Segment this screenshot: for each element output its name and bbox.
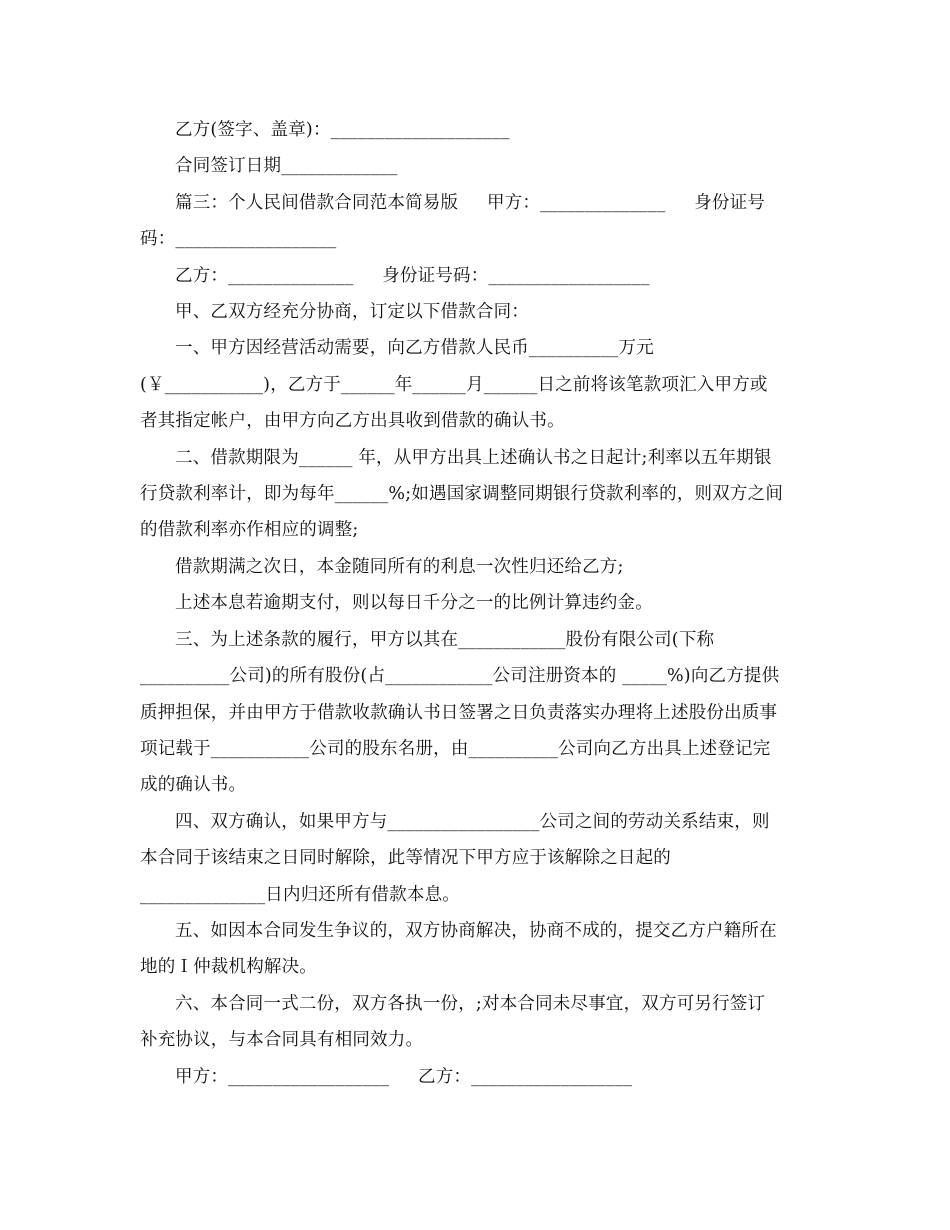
clause-2-line-2: 行贷款利率计，即为每年______%;如遇国家调整同期银行贷款利率的，则双方之间 xyxy=(140,484,784,505)
contract-body xyxy=(140,112,810,1095)
clause-5-line-2: 地的Ｉ仲裁机构解决。 xyxy=(140,957,317,978)
clause-5-line-1: 五、如因本合同发生争议的，双方协商解决，协商不成的，提交乙方户籍所在 xyxy=(175,920,777,941)
clause-1-line-3: 者其指定帐户，由甲方向乙方出具收到借款的确认书。 xyxy=(140,411,565,432)
clause-3-line-3: 质押担保，并由甲方于借款收款确认书日签署之日负责落实办理将上述股份出质事 xyxy=(140,702,778,723)
clause-2-line-3: 的借款利率亦作相应的调整; xyxy=(140,520,359,541)
agreement-intro-line: 甲、乙双方经充分协商，订定以下借款合同： xyxy=(175,302,529,323)
party-b-signature-line: 乙方(签字、盖章)：____________________ xyxy=(175,120,510,140)
clause-4-line-1: 四、双方确认，如果甲方与_________________公司之间的劳动关系结束，则 xyxy=(175,811,770,832)
clause-3-line-2: __________公司)的所有股份(占____________公司注册资本的 _____%)向乙方提供 xyxy=(140,666,780,687)
clause-6-line-1: 六、本合同一式二份，双方各执一份，;对本合同未尽事宜，双方可另行签订 xyxy=(175,993,766,1014)
clause-3-line-5: 成的确认书。 xyxy=(140,775,247,796)
signature-line: 甲方：__________________ 乙方：__________________ xyxy=(175,1066,633,1087)
clause-4-line-3: ______________日内归还所有借款本息。 xyxy=(140,884,460,905)
id-number-continuation-line: 码：__________________ xyxy=(140,229,337,250)
clause-3-line-1: 三、为上述条款的履行，甲方以其在____________股份有限公司(下称 xyxy=(175,629,715,650)
clause-2-line-1: 二、借款期限为______ 年，从甲方出具上述确认书之日起计;利率以五年期银 xyxy=(175,447,772,468)
penalty-line: 上述本息若逾期支付，则以每日千分之一的比例计算违约金。 xyxy=(175,593,653,614)
repayment-line: 借款期满之次日，本金随同所有的利息一次性归还给乙方; xyxy=(175,556,624,577)
clause-6-line-2: 补充协议，与本合同具有相同效力。 xyxy=(140,1030,424,1051)
party-b-id-line: 乙方：______________ 身份证号码：__________________ xyxy=(175,265,650,286)
clause-3-line-4: 项记载于___________公司的股东名册，由__________公司向乙方出具上述登记完 xyxy=(140,738,771,759)
clause-1-line-2: (￥___________)，乙方于______年______月______日之前将该笔款项汇入甲方或 xyxy=(140,374,768,395)
clause-1-line-1: 一、甲方因经营活动需要，向乙方借款人民币__________万元 xyxy=(175,338,654,359)
clause-4-line-2: 本合同于该结束之日同时解除，此等情况下甲方应于该解除之日起的 xyxy=(140,848,671,869)
signing-date-line: 合同签订日期_____________ xyxy=(175,156,398,177)
section-heading-line: 篇三：个人民间借款合同范本简易版 甲方：______________ 身份证号 xyxy=(175,192,766,213)
